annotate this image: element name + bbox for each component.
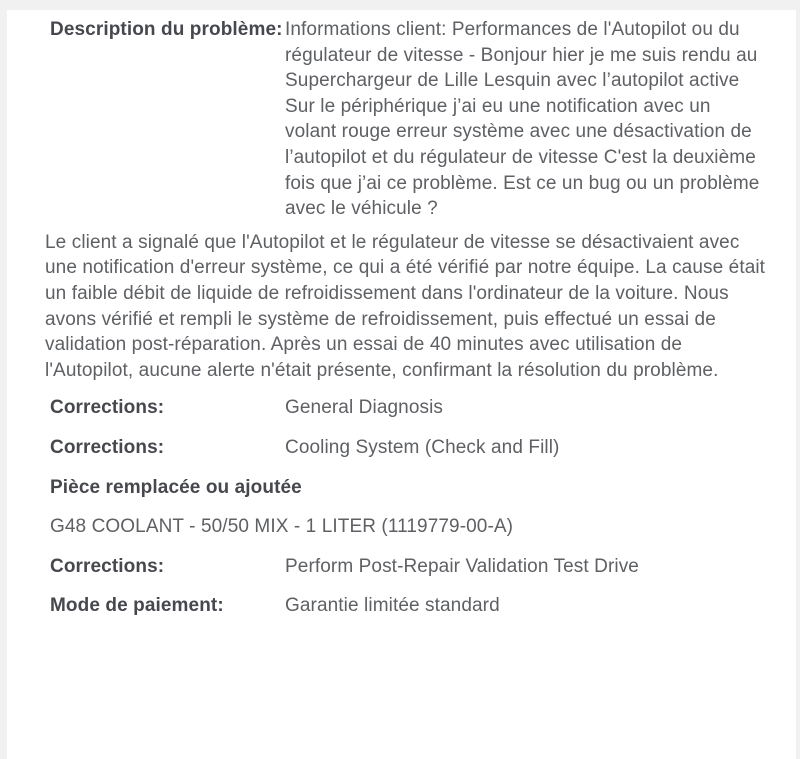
part-line: G48 COOLANT - 50/50 MIX - 1 LITER (1119779-00-A) [50,516,514,538]
correction-value: General Diagnosis [285,397,444,419]
correction-label: Corrections: [50,397,165,419]
correction-row [7,395,796,421]
service-invoice-page [7,10,796,759]
correction-label: Corrections: [50,436,165,458]
corrections-list [7,395,796,619]
problem-description-label: Description du problème: [50,19,283,40]
correction-row [7,554,796,580]
payment-method-label: Mode de paiement: [50,595,224,617]
correction-value: Perform Post-Repair Validation Test Drive [285,555,639,577]
problem-description-row [7,17,796,222]
correction-label: Corrections: [50,555,165,577]
service-summary-paragraph: Le client a signalé que l'Autopilot et le régulateur de vitesse se désactivaient avec une notification d'erreur système, ce qui a été vérifié par notre équipe. La cause était un faible débit de liquide de refroidissement dans l'ordinateur de la voiture. Nous avons vérifié et rempli le système de refroidissement, puis effectué un essai de validation post-réparation. Après un essai de 40 minutes avec utilisation de l'Autopilot, aucune alerte n'était présente, confirmant la résolution du problème. [45,231,766,381]
payment-method-value: Garantie limitée standard [285,595,500,617]
correction-value: Cooling System (Check and Fill) [285,436,560,458]
problem-description-text: Informations client: Performances de l'Autopilot ou du régulateur de vitesse - Bonjour hier je me suis rendu au Superchargeur de Lille Lesquin avec l’autopilot active Sur le périphérique j’ai eu une notification avec un volant rouge erreur système avec une désactivation de l’autopilot et du régulateur de vitesse C'est la deuxième fois que j’ai ce problème. Est ce un bug ou un problème avec le véhicule ? [285,19,760,220]
correction-row [7,435,796,461]
parts-section-heading: Pièce remplacée ou ajoutée [50,476,302,498]
payment-method-row [7,593,796,619]
